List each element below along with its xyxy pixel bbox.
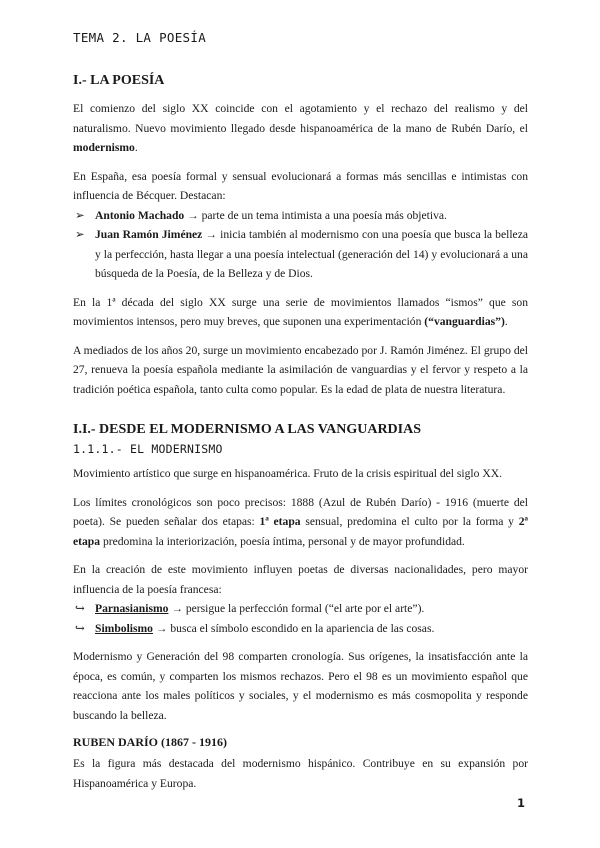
page-number: 1	[517, 796, 526, 810]
section-heading-poesia: I.- LA POESÍA	[73, 73, 165, 88]
paragraph-grupo27: A mediados de los años 20, surge un movimiento encabezado por J. Ramón Jiménez. El grupo del 27, renueva la poesía española mediante la asimilación de vanguardias y el fervor y respeto a la tradición poética española, tanto culta como popular. Es la edad de plata de nuestra literatura.	[73, 343, 528, 396]
hook-arrow-icon: ↪	[75, 621, 85, 635]
paragraph-espana: En España, esa poesía formal y sensual evolucionará a formas más sencillas e intimistas con influencia de Bécquer. Destacan:	[73, 169, 528, 202]
list-item: ➢ Antonio Machado → parte de un tema intimista a una poesía más objetiva.	[73, 206, 528, 226]
hook-arrow-icon: ↪	[75, 602, 85, 615]
paragraph-generacion98: Modernismo y Generación del 98 comparten cronología. Sus orígenes, la insatisfacción ante la época, es común, y comparten los mismos rechazos. Pero el 98 es un movimiento español que reacciona ante los males políticos y sociales, y el modernismo es más cosmopolita y responde buscando la belleza.	[73, 650, 528, 722]
heading-ruben-dario: RUBEN DARÍO (1867 - 1916)	[73, 735, 227, 749]
paragraph-intro: El comienzo del siglo XX coincide con el agotamiento y el rechazo del realismo y del naturalismo. Nuevo movimiento llegado desde hispanoamérica de la mano de Rubén Darío, el modernismo.	[73, 102, 528, 154]
list-item: ↪ Simbolismo → busca el símbolo escondido en la apariencia de las cosas.	[73, 619, 528, 639]
list-item: ➢ Juan Ramón Jiménez → inicia también al modernismo con una poesía que busca la belleza y la perfección, hasta llegar a una poesía intelectual (generación del 14) y evolucionará a una búsqueda de la Poesía, de la Belleza y de Dios.	[73, 225, 528, 284]
paragraph-limites: Los límites cronológicos son poco precisos: 1888 (Azul de Rubén Darío) - 1916 (muerte del poeta). Se pueden señalar dos etapas: 1ª etapa sensual, predomina el culto por la forma y 2ª etapa predomina la interiorización, poesía íntima, personal y de mayor profundidad.	[73, 495, 528, 548]
paragraph-ismos: En la 1ª década del siglo XX surge una serie de movimientos llamados “ismos” que son movimientos intensos, pero muy breves, que suponen una experimentación (“vanguardias”).	[73, 295, 528, 328]
paragraph-movimiento: Movimiento artístico que surge en hispanoamérica. Fruto de la crisis espiritual del siglo XX.	[73, 467, 502, 480]
poets-list	[73, 206, 528, 284]
arrowhead-icon: ➢	[75, 228, 85, 241]
paragraph-influencia: En la creación de este movimiento influyen poetas de diversas nacionalidades, pero mayor influencia de la poesía francesa:	[73, 563, 528, 596]
list-item: ↪ Parnasianismo → persigue la perfección formal (“el arte por el arte”).	[73, 599, 528, 619]
subsection-heading-modernismo: 1.1.1.- EL MODERNISMO	[73, 442, 223, 456]
section-heading-modernismo-vanguardias: I.I.- DESDE EL MODERNISMO A LAS VANGUARDIAS	[73, 422, 422, 437]
document-title: TEMA 2. LA POESÍA	[73, 30, 207, 45]
arrowhead-icon: ➢	[75, 208, 85, 222]
document-page	[73, 30, 528, 802]
influences-list	[73, 599, 528, 638]
paragraph-ruben: Es la figura más destacada del modernismo hispánico. Contribuye en su expansión por Hispanoamérica y Europa.	[73, 757, 528, 790]
